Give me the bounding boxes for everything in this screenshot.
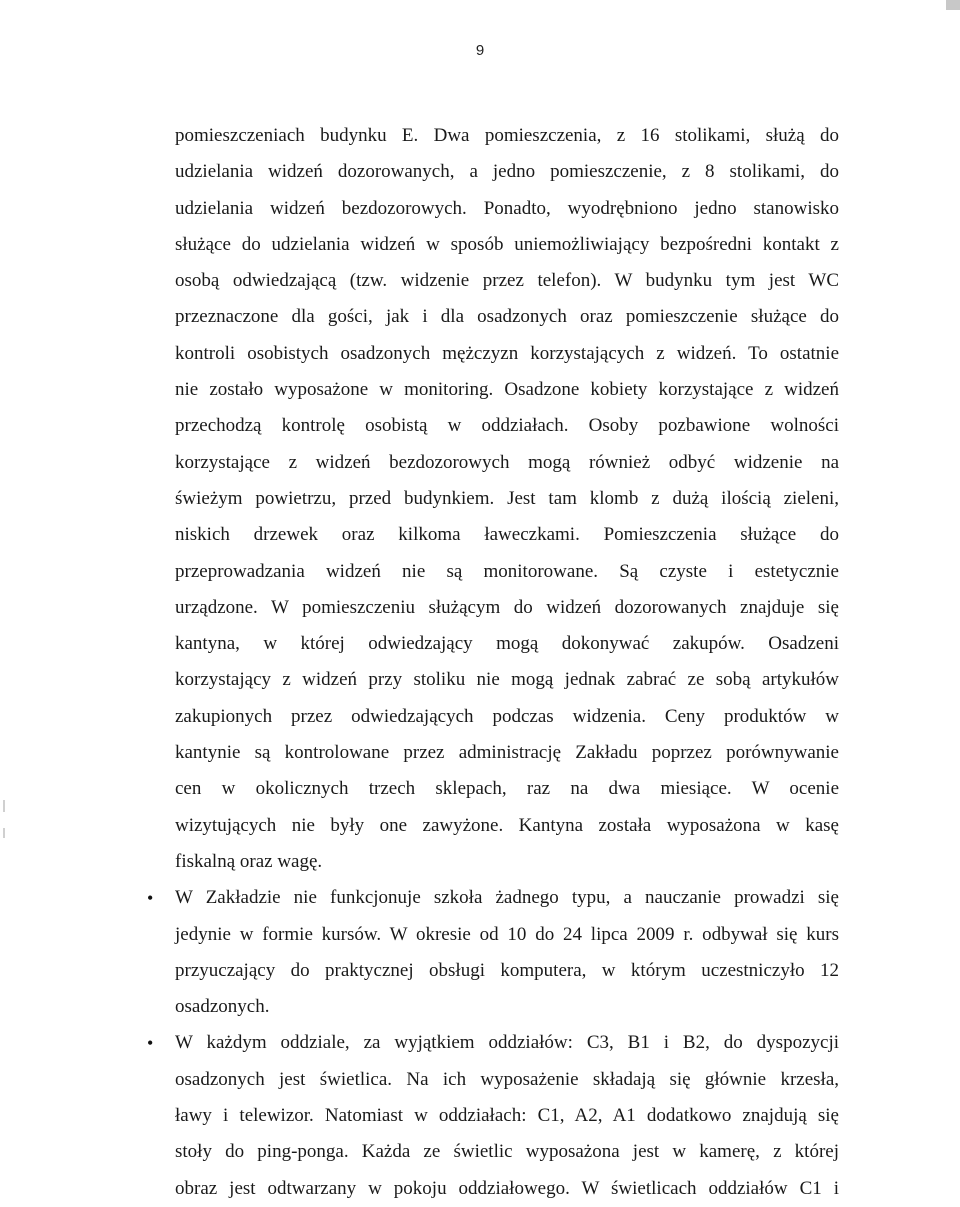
- scan-margin-tick: [3, 828, 5, 838]
- text-line: udzielania widzeń dozorowanych, a jedno pomieszczenie, z 8 stolikami, do: [175, 161, 839, 183]
- text-line: W każdym oddziale, za wyjątkiem oddziałów: C3, B1 i B2, do dyspozycji: [175, 1032, 839, 1054]
- page-number: 9: [475, 42, 485, 59]
- text-line: korzystający z widzeń przy stoliku nie mogą jednak zabrać ze sobą artykułów: [175, 669, 839, 691]
- text-line: świeżym powietrzu, przed budynkiem. Jest tam klomb z dużą ilością zieleni,: [175, 487, 839, 509]
- bullet-item-education: [147, 880, 839, 1025]
- text-line: osobą odwiedzającą (tzw. widzenie przez telefon). W budynku tym jest WC: [175, 270, 839, 292]
- text-line: jedynie w formie kursów. W okresie od 10 do 24 lipca 2009 r. odbywał się kurs: [175, 923, 839, 945]
- text-line: osadzonych jest świetlica. Na ich wyposażenie składają się głównie krzesła,: [175, 1068, 839, 1090]
- text-line: W Zakładzie nie funkcjonuje szkoła żadnego typu, a nauczanie prowadzi się: [175, 887, 839, 909]
- text-line: kantyna, w której odwiedzający mogą dokonywać zakupów. Osadzeni: [175, 633, 839, 655]
- text-line: zakupionych przez odwiedzających podczas widzenia. Ceny produktów w: [175, 705, 839, 727]
- text-line: nie zostało wyposażone w monitoring. Osadzone kobiety korzystające z widzeń: [175, 379, 839, 401]
- bullet-icon: •: [147, 1033, 154, 1054]
- bullet-icon: •: [147, 888, 154, 909]
- text-line: fiskalną oraz wagę.: [175, 850, 323, 872]
- text-line: kontroli osobistych osadzonych mężczyzn korzystających z widzeń. To ostatnie: [175, 342, 839, 364]
- text-line: kantynie są kontrolowane przez administrację Zakładu poprzez porównywanie: [175, 742, 839, 764]
- text-line: przyuczający do praktycznej obsługi komputera, w którym uczestniczyło 12: [175, 959, 839, 981]
- text-line: korzystające z widzeń bezdozorowych mogą również odbyć widzenie na: [175, 451, 839, 473]
- text-line: pomieszczeniach budynku E. Dwa pomieszczenia, z 16 stolikami, służą do: [175, 125, 839, 146]
- document-body: [147, 118, 839, 1207]
- text-line: przechodzą kontrolę osobistą w oddziałach. Osoby pozbawione wolności: [175, 415, 839, 437]
- text-line: udzielania widzeń bezdozorowych. Ponadto, wyodrębniono jedno stanowisko: [175, 197, 839, 219]
- text-line: cen w okolicznych trzech sklepach, raz na dwa miesiące. W ocenie: [175, 778, 839, 800]
- text-line: stoły do ping-ponga. Każda ze świetlic wyposażona jest w kamerę, z której: [175, 1141, 839, 1163]
- text-line: osadzonych.: [175, 996, 270, 1018]
- scan-margin-tick: [3, 800, 5, 812]
- text-line: urządzone. W pomieszczeniu służącym do widzeń dozorowanych znajduje się: [175, 596, 839, 618]
- scan-corner-mark: [946, 0, 960, 10]
- text-line: służące do udzielania widzeń w sposób uniemożliwiający bezpośredni kontakt z: [175, 233, 839, 255]
- text-line: przeznaczone dla gości, jak i dla osadzonych oraz pomieszczenie służące do: [175, 306, 839, 328]
- bullet-item-common-rooms: [147, 1025, 839, 1206]
- text-line: niskich drzewek oraz kilkoma ławeczkami. Pomieszczenia służące do: [175, 524, 839, 546]
- text-line: przeprowadzania widzeń nie są monitorowane. Są czyste i estetycznie: [175, 560, 839, 582]
- text-line: ławy i telewizor. Natomiast w oddziałach: C1, A2, A1 dodatkowo znajdują się: [175, 1105, 839, 1127]
- text-line: wizytujących nie były one zawyżone. Kantyna została wyposażona w kasę: [175, 814, 839, 836]
- paragraph-visits: [175, 118, 839, 880]
- text-line: obraz jest odtwarzany w pokoju oddziałowego. W świetlicach oddziałów C1 i: [175, 1177, 839, 1199]
